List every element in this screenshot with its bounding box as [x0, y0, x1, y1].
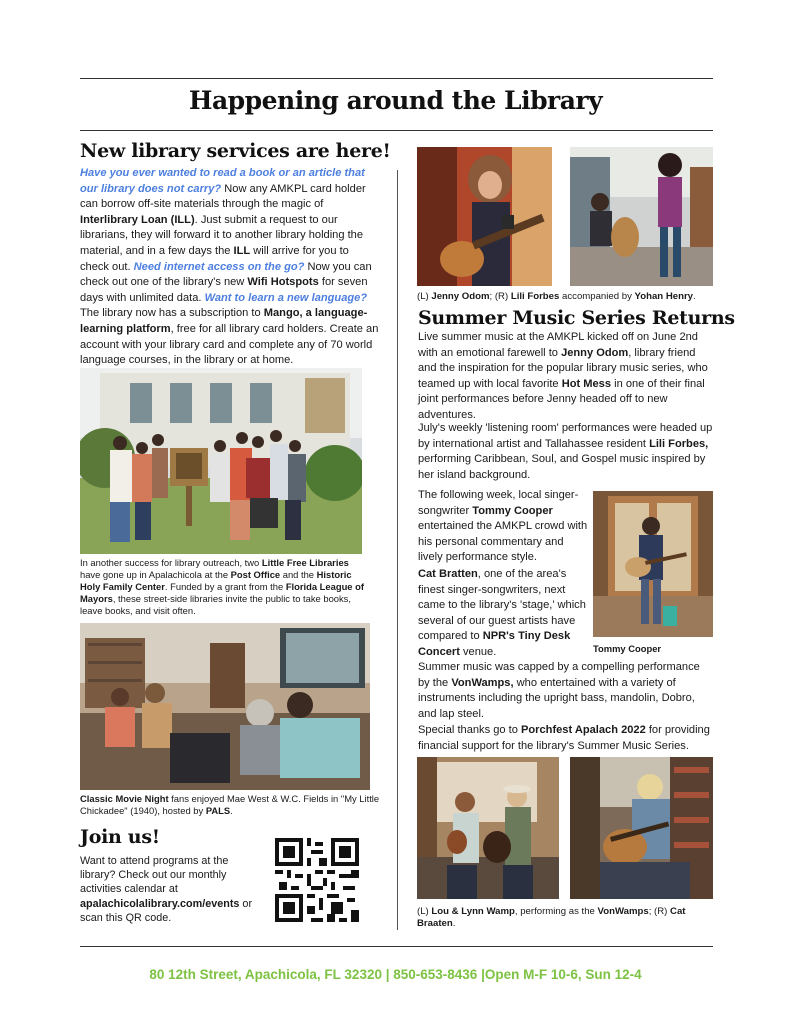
music-paragraph-5: Summer music was capped by a compelling performance by the VonWamps, who entertained with a variety of instruments including the upright bass, mandolin, Dobro, and lap steel.	[418, 661, 700, 720]
join-heading: Join us!	[80, 826, 160, 848]
events-link[interactable]: apalachicolalibrary.com/events	[80, 897, 240, 910]
page-title: Happening around the Library	[188, 86, 603, 115]
join-paragraph: Want to attend programs at the library? Check out our monthly activities calendar at apalachicolalibrary.com/events or scan this QR code.	[80, 855, 253, 924]
title-rule	[80, 130, 713, 131]
question-link-language[interactable]: Want to learn a new language?	[204, 291, 368, 304]
outreach-caption: In another success for library outreach, two Little Free Libraries have gone up in Apalachicola at the Post Office and the Historic Holy Family Center. Funded by a grant from the Florida League of Mayors, these street-side libraries invite the public to take books, leave books, and visit often.	[80, 557, 364, 616]
vonwamps-photo	[417, 757, 559, 899]
bottom-photos-caption: (L) Lou & Lynn Wamp, performing as the VonWamps; (R) Cat Braaten.	[417, 906, 686, 929]
music-paragraph-3: The following week, local singer-songwriter Tommy Cooper entertained the AMKPL crowd with his personal commentary and lively performance style.	[418, 489, 588, 564]
tommy-cooper-photo	[593, 491, 713, 637]
music-paragraph-4: Cat Bratten, one of the area's finest singer-songwriters, next came to the library's 'stage,' which several of our guest artists have compared to NPR's Tiny Desk Concert venue.	[418, 568, 586, 658]
top-photos-caption: (L) Jenny Odom; (R) Lili Forbes accompanied by Yohan Henry.	[417, 291, 696, 302]
top-rule	[80, 78, 713, 79]
services-heading: New library services are here!	[80, 140, 391, 162]
music-heading: Summer Music Series Returns	[418, 307, 735, 329]
column-divider	[397, 170, 398, 930]
tommy-cooper-caption: Tommy Cooper	[593, 643, 662, 654]
lili-forbes-photo	[570, 147, 713, 286]
movie-night-photo	[80, 623, 370, 790]
movie-caption: Classic Movie Night fans enjoyed Mae West & W.C. Fields in "My Little Chickadee" (1940), hosted by PALS.	[80, 793, 380, 816]
question-link-ill[interactable]: Have you ever wanted to read a book or an article that our library does not carry?	[80, 167, 365, 195]
services-paragraph: Have you ever wanted to read a book or an article that our library does not carry? Now any AMKPL card holder can borrow off-site materials through the magic of Interlibrary Loan (ILL). Just submit a request to our librarians, they will forward it to another library holding the material, and in a few days the ILL will arrive for you to check out. Need internet access on the go? Now you can check out one of the library's new Wifi Hotspots for seven days with unlimited data. Want to learn a new language? The library now has a subscription to Mango, a language-learning platform, free for all library card holders. Create an account with your library card and complete any of 70 world language courses, in the library or at home.	[80, 167, 379, 367]
little-free-library-photo	[80, 368, 362, 554]
qr-code-icon[interactable]	[275, 838, 359, 922]
music-paragraph-1: Live summer music at the AMKPL kicked off on June 2nd with an emotional farewell to Jenny Odom, library friend and the inspiration for the popular library music series, who teamed up with local favorite Hot Mess in one of their final joint performances before Jenny headed off to new adventures.	[418, 331, 708, 421]
jenny-odom-photo	[417, 147, 552, 286]
music-paragraph-6: Special thanks go to Porchfest Apalach 2022 for providing financial support for the library's Summer Music Series.	[418, 724, 710, 752]
bottom-rule	[80, 946, 713, 947]
cat-braaten-photo	[570, 757, 713, 899]
music-paragraph-2: July's weekly 'listening room' performances were headed up by international artist and Tallahassee resident Lili Forbes, performing Caribbean, Soul, and Gospel music inspired by her island background.	[418, 422, 713, 481]
question-link-wifi[interactable]: Need internet access on the go?	[133, 260, 305, 273]
footer-contact: 80 12th Street, Apachicola, FL 32320 | 850-653-8436 |Open M-F 10-6, Sun 12-4	[149, 967, 642, 982]
